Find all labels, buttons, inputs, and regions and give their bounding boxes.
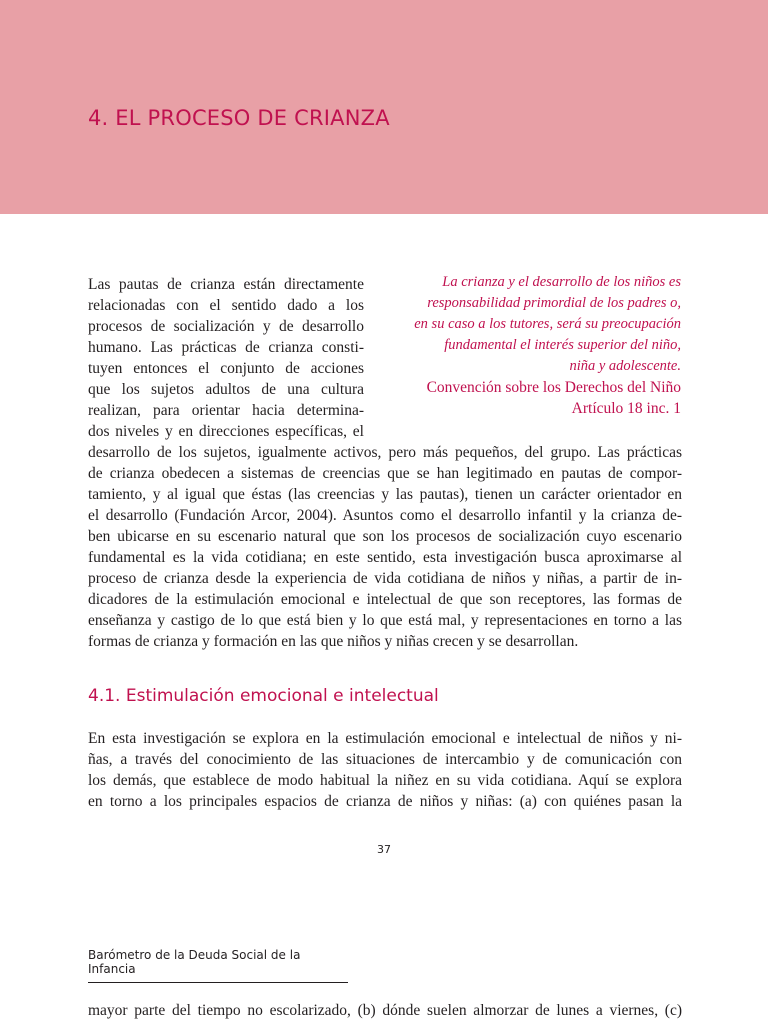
- running-footer: Barómetro de la Deuda Social de la Infancia: [88, 948, 348, 983]
- intro-paragraph-narrow: [88, 274, 364, 442]
- quote-line: niña y adolescente.: [569, 358, 681, 374]
- section-paragraph: [88, 728, 682, 812]
- text-line: ñas, a través del conocimiento de las situaciones de intercambio y de comunicación con: [88, 751, 682, 768]
- intro-paragraph-wide: [88, 442, 682, 652]
- text-line: tuyen entonces el conjunto de acciones: [88, 360, 364, 377]
- text-line: de crianza obedecen a sistemas de creencias que se han legitimado en pautas de compor-: [88, 465, 682, 482]
- continuation-line: [88, 1000, 682, 1021]
- quote-source: Artículo 18 inc. 1: [571, 400, 681, 417]
- text-line: relacionadas con el sentido dado a los: [88, 297, 364, 314]
- text-line: enseñanza y castigo de lo que está bien y lo que está mal, y representaciones en torno a las: [88, 612, 682, 629]
- chapter-title: 4. EL PROCESO DE CRIANZA: [88, 106, 390, 130]
- text-line: Las pautas de crianza están directamente: [88, 276, 364, 293]
- text-line: procesos de socialización y de desarrollo: [88, 318, 364, 335]
- quote-line: en su caso a los tutores, será su preocupación: [414, 316, 681, 332]
- text-line: que los sujetos adultos de una cultura: [88, 381, 364, 398]
- text-line: ben ubicarse en su escenario natural que son los procesos de socialización cuyo escenario: [88, 528, 682, 545]
- text-line: los demás, que establece de modo habitual la niñez en su vida cotidiana. Aquí se explora: [88, 772, 682, 789]
- text-line: realizan, para orientar hacia determina-: [88, 402, 364, 419]
- text-line: tamiento, y al igual que éstas (las creencias y las pautas), tienen un carácter orientador en: [88, 486, 682, 503]
- text-line: mayor parte del tiempo no escolarizado, (b) dónde suelen almorzar de lunes a viernes, (c): [88, 1002, 682, 1019]
- text-line: humano. Las prácticas de crianza consti-: [88, 339, 364, 356]
- text-line: proceso de crianza desde la experiencia de vida cotidiana de niños y niñas, a partir de in-: [88, 570, 682, 587]
- text-line: dicadores de la estimulación emocional e intelectual de que son receptores, las formas de: [88, 591, 682, 608]
- text-line: dos niveles y en direcciones específicas, el: [88, 423, 364, 440]
- quote-line: fundamental el interés superior del niño,: [444, 337, 681, 353]
- quote-line: La crianza y el desarrollo de los niños es: [442, 274, 681, 290]
- text-line: el desarrollo (Fundación Arcor, 2004). Asuntos como el desarrollo infantil y la crianza de-: [88, 507, 682, 524]
- text-line: En esta investigación se explora en la estimulación emocional e intelectual de niños y ni-: [88, 730, 682, 747]
- text-line: fundamental es la vida cotidiana; en este sentido, esta investigación busca aproximarse al: [88, 549, 682, 566]
- quote-line: responsabilidad primordial de los padres o,: [427, 295, 681, 311]
- text-line: formas de crianza y formación en las que niños y niñas crecen y se desarrollan.: [88, 633, 579, 650]
- quote-source: Convención sobre los Derechos del Niño: [426, 379, 681, 396]
- epigraph-quote: [400, 272, 681, 419]
- text-line: desarrollo de los sujetos, igualmente activos, pero más pequeños, del grupo. Las prácticas: [88, 444, 682, 461]
- page-number: 37: [377, 843, 391, 856]
- section-title: 4.1. Estimulación emocional e intelectual: [88, 686, 439, 706]
- text-line: en torno a los principales espacios de crianza de niños y niñas: (a) con quiénes pasan la: [88, 793, 682, 810]
